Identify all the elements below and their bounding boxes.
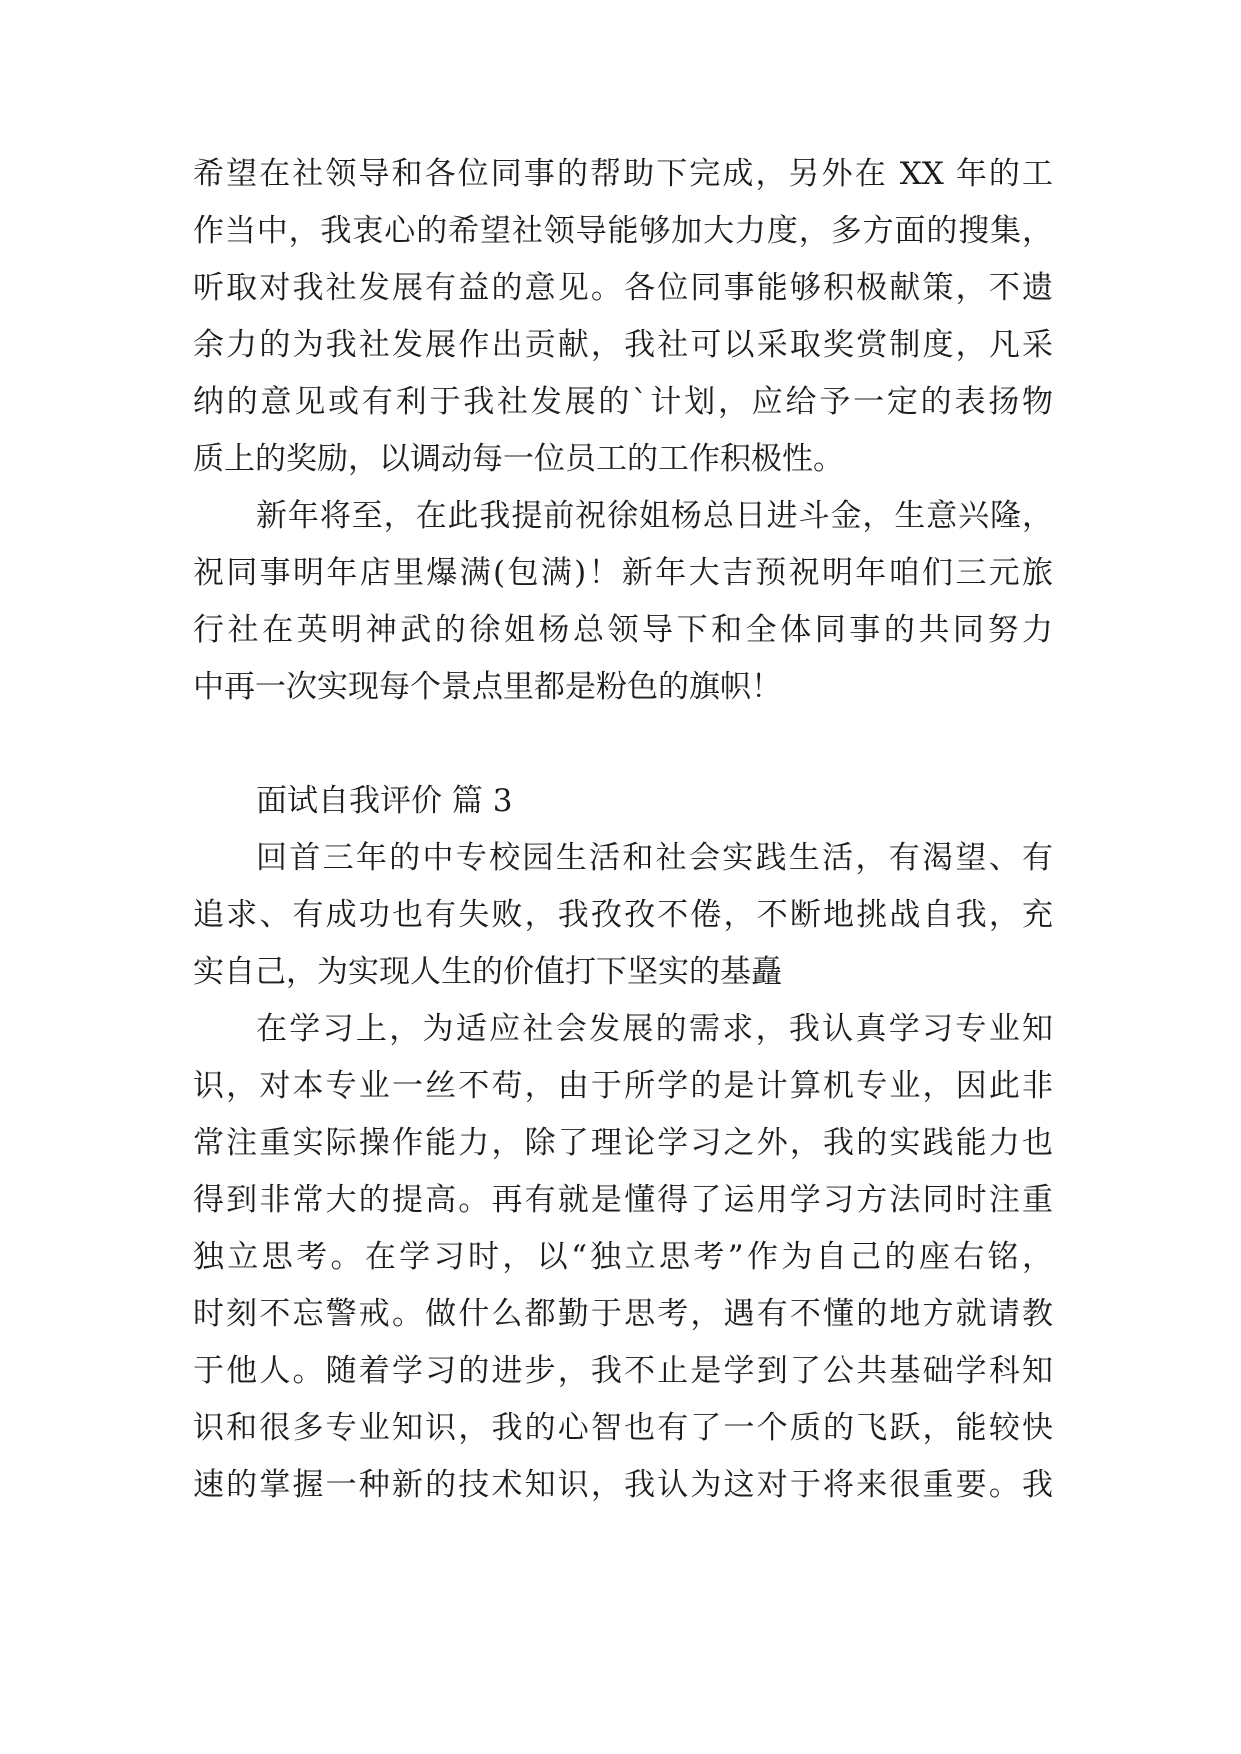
body-line: 祝同事明年店里爆满(包满)！新年大吉预祝明年咱们三元旅 bbox=[193, 555, 1053, 591]
body-line: 纳的意见或有利于我社发展的`计划，应给予一定的表扬物 bbox=[193, 384, 1053, 420]
body-line: 追求、有成功也有失败，我孜孜不倦，不断地挑战自我，充 bbox=[193, 897, 1053, 933]
body-line: 识，对本专业一丝不苟，由于所学的是计算机专业，因此非 bbox=[193, 1068, 1053, 1104]
body-line: 得到非常大的提高。再有就是懂得了运用学习方法同时注重 bbox=[193, 1182, 1053, 1218]
body-line: 希望在社领导和各位同事的帮助下完成，另外在 XX 年的工 bbox=[193, 156, 1053, 192]
body-line: 独立思考。在学习时，以“独立思考”作为自己的座右铭， bbox=[193, 1239, 1053, 1275]
body-line: 速的掌握一种新的技术知识，我认为这对于将来很重要。我 bbox=[193, 1467, 1053, 1503]
body-line: 实自己，为实现人生的价值打下坚实的基矗 bbox=[193, 954, 782, 990]
body-line: 回首三年的中专校园生活和社会实践生活，有渴望、有 bbox=[256, 840, 1053, 876]
body-line: 余力的为我社发展作出贡献，我社可以采取奖赏制度，凡采 bbox=[193, 327, 1053, 363]
body-line: 识和很多专业知识，我的心智也有了一个质的飞跃，能较快 bbox=[193, 1410, 1053, 1446]
body-line: 作当中，我衷心的希望社领导能够加大力度，多方面的搜集， bbox=[193, 213, 1053, 249]
body-line: 听取对我社发展有益的意见。各位同事能够积极献策，不遗 bbox=[193, 270, 1053, 306]
body-line: 中再一次实现每个景点里都是粉色的旗帜！ bbox=[193, 669, 782, 705]
body-line: 质上的奖励，以调动每一位员工的工作积极性。 bbox=[193, 441, 844, 477]
body-line: 新年将至，在此我提前祝徐姐杨总日进斗金，生意兴隆， bbox=[256, 498, 1053, 534]
body-line: 于他人。随着学习的进步，我不止是学到了公共基础学科知 bbox=[193, 1353, 1053, 1389]
section-heading: 面试自我评价 篇 3 bbox=[256, 783, 513, 819]
body-line: 行社在英明神武的徐姐杨总领导下和全体同事的共同努力 bbox=[193, 612, 1053, 648]
body-line: 在学习上，为适应社会发展的需求，我认真学习专业知 bbox=[256, 1011, 1053, 1047]
body-line: 时刻不忘警戒。做什么都勤于思考，遇有不懂的地方就请教 bbox=[193, 1296, 1053, 1332]
body-line: 常注重实际操作能力，除了理论学习之外，我的实践能力也 bbox=[193, 1125, 1053, 1161]
